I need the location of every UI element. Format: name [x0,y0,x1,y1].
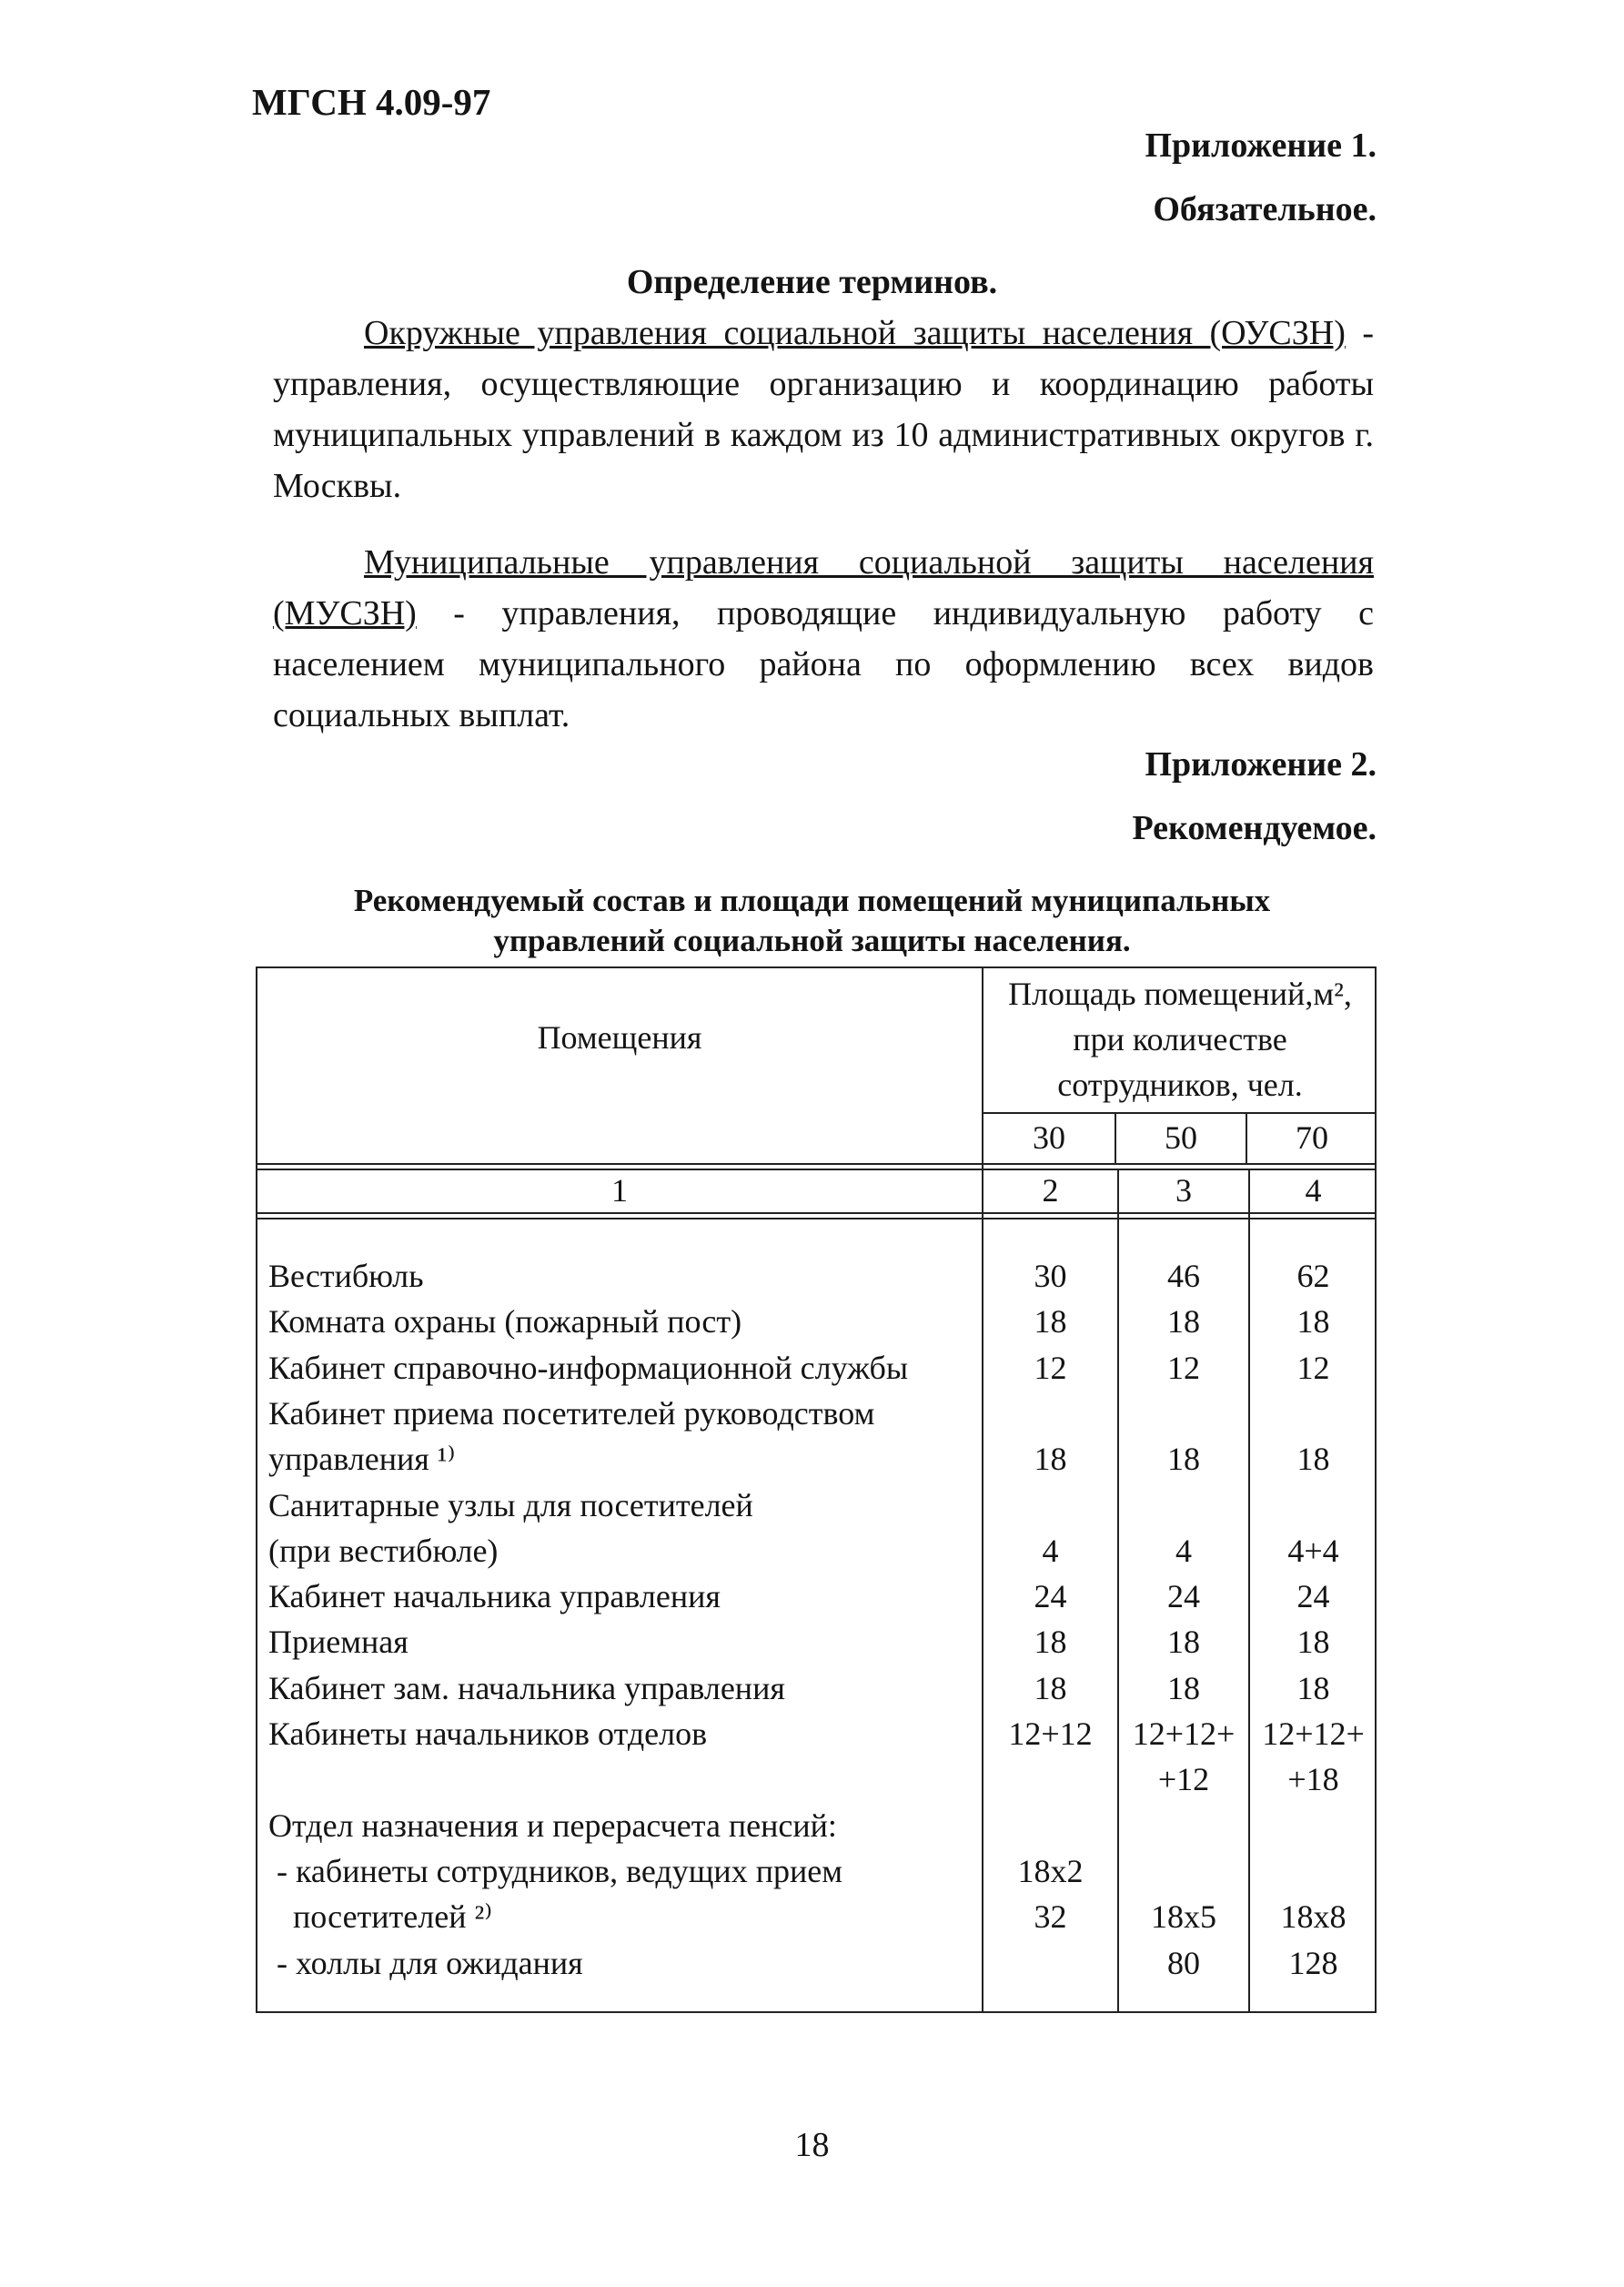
table-cell-col-3: 18 [1167,1303,1200,1340]
rooms-area-table [256,966,1377,2013]
definition-musz [273,537,1374,741]
appendix-1-title: Приложение 1. [1145,126,1377,165]
table-cell-col-2: 18 [1034,1441,1067,1477]
table-cell-col-2: 4 [1042,1533,1059,1569]
definition-ousz [273,308,1374,511]
table-row-label: Кабинет справочно-информационной службы [268,1350,909,1386]
document-code: МГСН 4.09-97 [252,81,491,123]
staff-count-70: 70 [1296,1119,1328,1156]
table-title-line-1: Рекомендуемый состав и площади помещений муниципальных [353,883,1271,918]
table-row-label: Вестибюль [268,1258,424,1294]
table-cell-col-4: 12 [1296,1350,1330,1386]
col-number-2: 2 [1042,1172,1059,1209]
table-row-label: Кабинет начальника управления [268,1578,721,1614]
staff-count-50: 50 [1165,1119,1197,1156]
table-cell-col-2: 32 [1034,1898,1067,1935]
table-cell-col-2: 18x2 [1017,1853,1084,1889]
table-cell-col-4: 18x8 [1280,1898,1347,1935]
table-cell-col-2: 24 [1034,1578,1067,1614]
table-row-label: управления ¹⁾ [268,1441,456,1477]
term-ousz: Окружные управления социальной защиты населения (ОУСЗН) [364,314,1346,352]
table-row-label: Отдел назначения и перерасчета пенсий: [268,1807,837,1844]
table-cell-col-3: 46 [1167,1258,1200,1294]
table-cell-col-2: 12 [1034,1350,1067,1386]
header-area-line-3: сотрудников, чел. [1057,1067,1303,1103]
table-cell-col-3: 18x5 [1151,1898,1216,1935]
table-row-label: посетителей ²⁾ [268,1898,493,1935]
table-cell-col-2: 18 [1034,1624,1067,1660]
table-row-label: - кабинеты сотрудников, ведущих прием [268,1853,842,1889]
table-title-line-2: управлений социальной защиты населения. [493,923,1131,958]
header-rooms: Помещения [537,1019,702,1056]
table-title [0,881,1624,961]
appendix-2-status: Рекомендуемое. [1132,809,1377,847]
col-number-3: 3 [1175,1172,1192,1209]
table-cell-col-4: 4+4 [1287,1533,1339,1569]
table-cell-col-3: 4 [1175,1533,1192,1569]
table-cell-col-2: 18 [1034,1303,1067,1340]
header-area-line-2: при количестве [1073,1021,1287,1057]
table-row-label: Кабинеты начальников отделов [268,1715,708,1752]
table-cell-col-3: 24 [1167,1578,1200,1614]
table-cell-col-3: +12 [1157,1761,1210,1797]
table-cell-col-3: 18 [1167,1624,1200,1660]
table-cell-col-2: 12+12 [1008,1715,1093,1752]
table-row-label: - холлы для ожидания [268,1945,583,1981]
table-cell-col-4: 18 [1296,1303,1330,1340]
definitions-heading: Определение терминов. [626,263,998,301]
page-number: 18 [794,2126,830,2164]
table-cell-col-3: 18 [1167,1670,1200,1706]
table-cell-col-4: 24 [1296,1578,1330,1614]
appendix-1-status: Обязательное. [1153,190,1377,228]
table-cell-col-4: 12+12+ [1262,1715,1365,1752]
table-cell-col-2: 18 [1034,1670,1067,1706]
table-row-label: Санитарные узлы для посетителей [268,1487,753,1523]
table-cell-col-4: +18 [1287,1761,1339,1797]
table-cell-col-4: 62 [1296,1258,1330,1294]
table-cell-col-2: 30 [1034,1258,1067,1294]
term-musz: Муниципальные управления социальной защиты населения (МУСЗН) [273,543,1374,632]
table-row-label: Приемная [268,1624,409,1660]
table-row-label: Кабинет зам. начальника управления [268,1670,785,1706]
table-cell-col-3: 80 [1167,1945,1200,1981]
col-number-4: 4 [1305,1172,1322,1209]
table-cell-col-3: 12+12+ [1132,1715,1236,1752]
definition-ousz-text: - управления, осуществляющие организацию и координацию работы муниципальных управлений в каждом из 10 административных округов г. Москвы. [273,314,1374,505]
table-cell-col-4: 18 [1296,1670,1330,1706]
table-cell-col-3: 12 [1167,1350,1200,1386]
table-cell-col-4: 18 [1296,1441,1330,1477]
table-cell-col-4: 18 [1296,1624,1330,1660]
definition-musz-text: - управления, проводящие индивидуальную работу с населением муниципального района по оформлению всех видов социальных выплат. [273,594,1374,734]
table-row-label: Комната охраны (пожарный пост) [268,1303,742,1340]
header-area-line-1: Площадь помещений,м², [1008,976,1352,1012]
staff-count-30: 30 [1033,1119,1065,1156]
appendix-2-title: Приложение 2. [1145,745,1377,784]
col-number-1: 1 [611,1172,628,1209]
table-row-label: Кабинет приема посетителей руководством [268,1395,875,1432]
table-cell-col-4: 128 [1288,1945,1338,1981]
table-row-label: (при вестибюле) [268,1533,499,1569]
table-cell-col-3: 18 [1167,1441,1200,1477]
